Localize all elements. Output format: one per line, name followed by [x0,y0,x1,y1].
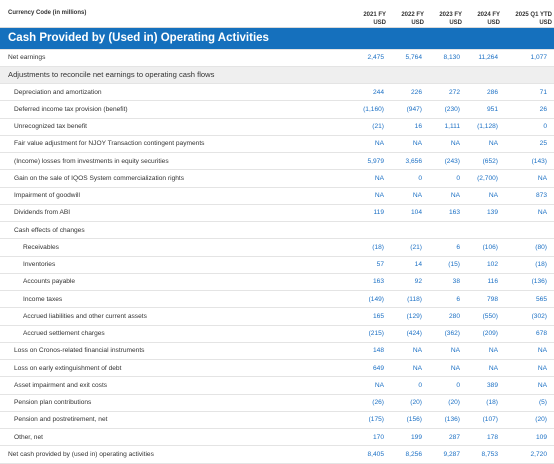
column-currency: USD [449,19,462,26]
row-label: Adjustments to reconcile net earnings to operating cash flows [0,66,554,83]
cell-value: NA [537,174,547,182]
table-row[interactable] [0,308,554,325]
cell-value: (129) [406,312,422,320]
column-currency: USD [539,19,552,26]
cell-value: 38 [452,278,460,286]
cell-value: 11,264 [478,54,498,62]
row-label: Net cash provided by (used in) operating activities [8,450,154,458]
cell-value: 6 [456,243,460,251]
cell-value: NA [537,364,547,372]
cell-value: (424) [406,330,422,338]
row-label: Deferred income tax provision (benefit) [14,105,128,113]
column-year: 2021 FY [363,11,386,18]
cell-value: 178 [486,433,498,441]
row-label: Accounts payable [23,278,76,286]
cell-value: 163 [372,278,384,286]
cell-value: (106) [482,243,498,251]
cell-value: 287 [448,433,460,441]
cell-value: 57 [376,261,384,269]
row-label: Accrued liabilities and other current assets [23,312,147,320]
cell-value: 649 [372,364,384,372]
cell-value: NA [537,209,547,217]
cell-value: 2,475 [367,54,384,62]
cell-value: (652) [482,157,498,165]
cell-value: (2,700) [477,174,498,182]
cell-value: 116 [487,278,498,286]
cell-value: (15) [448,261,460,269]
cell-value: 1,111 [444,123,460,131]
table-row[interactable] [0,222,554,239]
row-label: (Income) losses from investments in equity securities [14,157,169,165]
section-banner [0,27,554,49]
cell-value [390,222,428,239]
cell-value [466,222,504,239]
row-label: Pension plan contributions [14,399,92,407]
cell-value: (136) [531,278,547,286]
column-year: 2023 FY [439,11,462,18]
row-label: Accrued settlement charges [23,330,105,338]
cell-value: NA [488,364,498,372]
cell-value: 170 [372,433,384,441]
table-row[interactable] [0,204,554,221]
cell-value: (20) [448,399,460,407]
cell-value: NA [537,381,547,389]
table-row[interactable] [0,239,554,256]
cell-value: (107) [482,416,498,424]
cell-value: NA [450,364,460,372]
column-currency: USD [373,19,386,26]
cell-value: 119 [373,209,384,217]
cell-value: (143) [531,157,547,165]
cell-value: 244 [372,88,384,96]
column-header-2021[interactable] [352,0,390,27]
table-row[interactable] [0,411,554,428]
cell-value: (18) [535,261,547,269]
cell-value: NA [488,140,498,148]
cell-value: 163 [448,209,460,217]
row-label: Gain on the sale of IQOS System commercialization rights [14,174,185,182]
cell-value: NA [374,381,384,389]
cell-value: 8,130 [443,54,460,62]
section-title: Cash Provided by (Used in) Operating Activities [0,27,554,49]
cell-value: (947) [406,105,422,113]
cell-value: (21) [372,123,384,131]
table-row[interactable] [0,118,554,135]
cell-value: (149) [368,295,384,303]
table-row[interactable] [0,170,554,187]
cell-value: NA [412,192,422,200]
cell-value: (230) [444,105,460,113]
row-label: Cash effects of changes [14,226,85,234]
cell-value: 16 [414,123,422,131]
cell-value: 148 [372,347,384,355]
table-row[interactable] [0,256,554,273]
table-row[interactable] [0,135,554,152]
cell-value [352,222,390,239]
cell-value [504,222,554,239]
cell-value: 0 [418,381,422,389]
column-header-2022[interactable] [390,0,428,27]
table-row[interactable] [0,429,554,446]
cell-value: NA [450,192,460,200]
cell-value: 389 [486,381,498,389]
table-row[interactable] [0,49,554,66]
column-currency: USD [411,19,424,26]
table-row[interactable] [0,342,554,359]
row-label: Receivables [23,243,59,251]
cell-value: (175) [368,416,384,424]
cell-value: 8,405 [367,450,384,458]
cell-value: 9,287 [443,450,460,458]
cell-value: 25 [539,140,547,148]
cell-value: 0 [456,174,460,182]
table-row[interactable] [0,273,554,290]
table-body [0,27,554,463]
cell-value: (1,160) [363,105,384,113]
cell-value: 92 [414,278,422,286]
cell-value: 8,753 [481,450,498,458]
table-header [0,0,554,27]
column-year: 2022 FY [401,11,424,18]
cell-value: 272 [448,88,460,96]
table-row[interactable] [0,377,554,394]
cell-value [428,222,466,239]
cell-value: 280 [448,312,460,320]
row-label: Unrecognized tax benefit [14,123,87,131]
cell-value: NA [412,364,422,372]
cell-value: (156) [406,416,422,424]
cell-value: 14 [414,261,422,269]
cell-value: 8,256 [405,450,422,458]
row-label: Net earnings [8,54,46,62]
cell-value: 3,656 [405,157,422,165]
cell-value: 104 [410,209,422,217]
row-label: Asset impairment and exit costs [14,381,108,389]
cell-value: 0 [456,381,460,389]
column-year: 2025 Q1 YTD [515,11,552,18]
cell-value: (550) [482,312,498,320]
table-row[interactable] [0,187,554,204]
cell-value: NA [537,347,547,355]
cell-value: NA [412,140,422,148]
table-row[interactable] [0,325,554,342]
cell-value: 286 [486,88,498,96]
table-row[interactable] [0,291,554,308]
row-label: Loss on Cronos-related financial instruments [14,347,145,355]
cell-value: (362) [444,330,460,338]
column-currency: USD [487,19,500,26]
table-row[interactable] [0,84,554,101]
cell-value: (136) [444,416,460,424]
total-row[interactable] [0,446,554,463]
row-label: Inventories [23,261,56,269]
cell-value: 71 [539,88,547,96]
cell-value: NA [450,140,460,148]
cell-value: (20) [410,399,422,407]
row-label: Income taxes [23,295,63,303]
cell-value: 102 [486,261,498,269]
table-row[interactable] [0,360,554,377]
row-label: Fair value adjustment for NJOY Transaction contingent payments [14,140,205,148]
cell-value: 1,077 [530,54,547,62]
cell-value: (18) [372,243,384,251]
column-header-2025-q1[interactable] [504,0,554,27]
currency-code-label: Currency Code (in millions) [8,10,87,17]
cell-value: (20) [535,416,547,424]
cell-value: (215) [368,330,384,338]
cell-value: 5,979 [367,157,384,165]
cell-value: 678 [535,330,547,338]
cell-value: 565 [535,295,547,303]
cell-value: (302) [531,312,547,320]
row-label: Depreciation and amortization [14,88,102,96]
section-header-row[interactable] [0,66,554,83]
cell-value: 0 [543,123,547,131]
table-row[interactable] [0,153,554,170]
column-year: 2024 FY [477,11,500,18]
row-label: Other, net [14,433,43,441]
cell-value: 109 [535,433,547,441]
cell-value: 2,720 [530,450,547,458]
cell-value: 0 [418,174,422,182]
cell-value: (80) [535,243,547,251]
cell-value: 139 [486,209,498,217]
table-row[interactable] [0,101,554,118]
cell-value: 26 [539,105,547,113]
cell-value: 199 [410,433,422,441]
table-row[interactable] [0,394,554,411]
cell-value: 951 [486,105,498,113]
cell-value: (118) [407,295,422,303]
cell-value: NA [488,347,498,355]
cell-value: (5) [538,399,547,407]
cell-value: NA [450,347,460,355]
cell-value: 873 [535,192,547,200]
row-label: Dividends from ABI [14,209,71,217]
cell-value: 226 [410,88,422,96]
cell-value: 798 [486,295,498,303]
cell-value: (209) [482,330,498,338]
cell-value: (243) [444,157,460,165]
cell-value: 5,764 [405,54,422,62]
cell-value: (18) [486,399,498,407]
cell-value: (1,128) [477,123,498,131]
cell-value: NA [374,174,384,182]
cell-value: (21) [410,243,422,251]
cell-value: NA [412,347,422,355]
row-label: Pension and postretirement, net [14,416,108,424]
cell-value: NA [488,192,498,200]
cell-value: NA [374,140,384,148]
column-header-2023[interactable] [428,0,466,27]
column-header-2024[interactable] [466,0,504,27]
row-label: Loss on early extinguishment of debt [14,364,122,372]
cell-value: NA [374,192,384,200]
row-label: Impairment of goodwill [14,192,80,200]
cell-value: 6 [456,295,460,303]
cell-value: (26) [372,399,384,407]
cell-value: 165 [372,312,384,320]
